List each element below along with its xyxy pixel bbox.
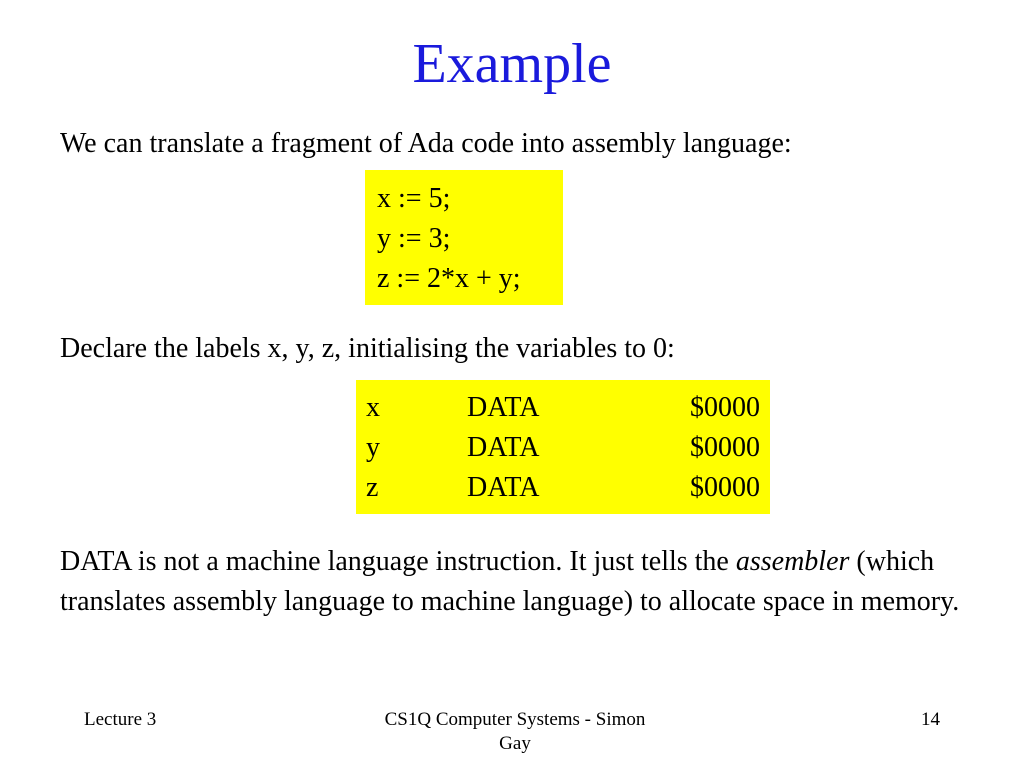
data-value: $0000 (690, 472, 760, 503)
footer-lecture: Lecture 3 (84, 709, 157, 730)
code-line: z := 2*x + y; (377, 263, 521, 294)
code-line: y := 3; (377, 223, 451, 254)
footer-course: CS1Q Computer Systems - Simon Gay (384, 709, 646, 754)
data-value: $0000 (690, 432, 760, 463)
note-text: DATA is not a machine language instruction. It just tells the (60, 546, 736, 577)
note-text: (which translates assembly language to machine language) to allocate space in memory. (60, 546, 960, 617)
slide-title: Example (412, 33, 612, 95)
note-emphasis: assembler (735, 546, 850, 577)
data-label: y (366, 432, 380, 463)
slide-number: 14 (921, 709, 940, 730)
data-row (366, 428, 770, 468)
data-row (366, 468, 770, 508)
assembly-data-box (356, 380, 770, 514)
note-paragraph (60, 542, 1020, 622)
intro-text: We can translate a fragment of Ada code into assembly language: (60, 128, 792, 159)
declare-text: Declare the labels x, y, z, initialising the variables to 0: (60, 333, 675, 364)
data-directive: DATA (467, 392, 540, 423)
data-label: z (366, 472, 379, 503)
ada-code-box (365, 170, 563, 305)
data-directive: DATA (467, 432, 540, 463)
data-value: $0000 (690, 392, 760, 423)
data-row (366, 388, 770, 428)
code-line: x := 5; (377, 183, 451, 214)
data-directive: DATA (467, 472, 540, 503)
data-label: x (366, 392, 380, 423)
